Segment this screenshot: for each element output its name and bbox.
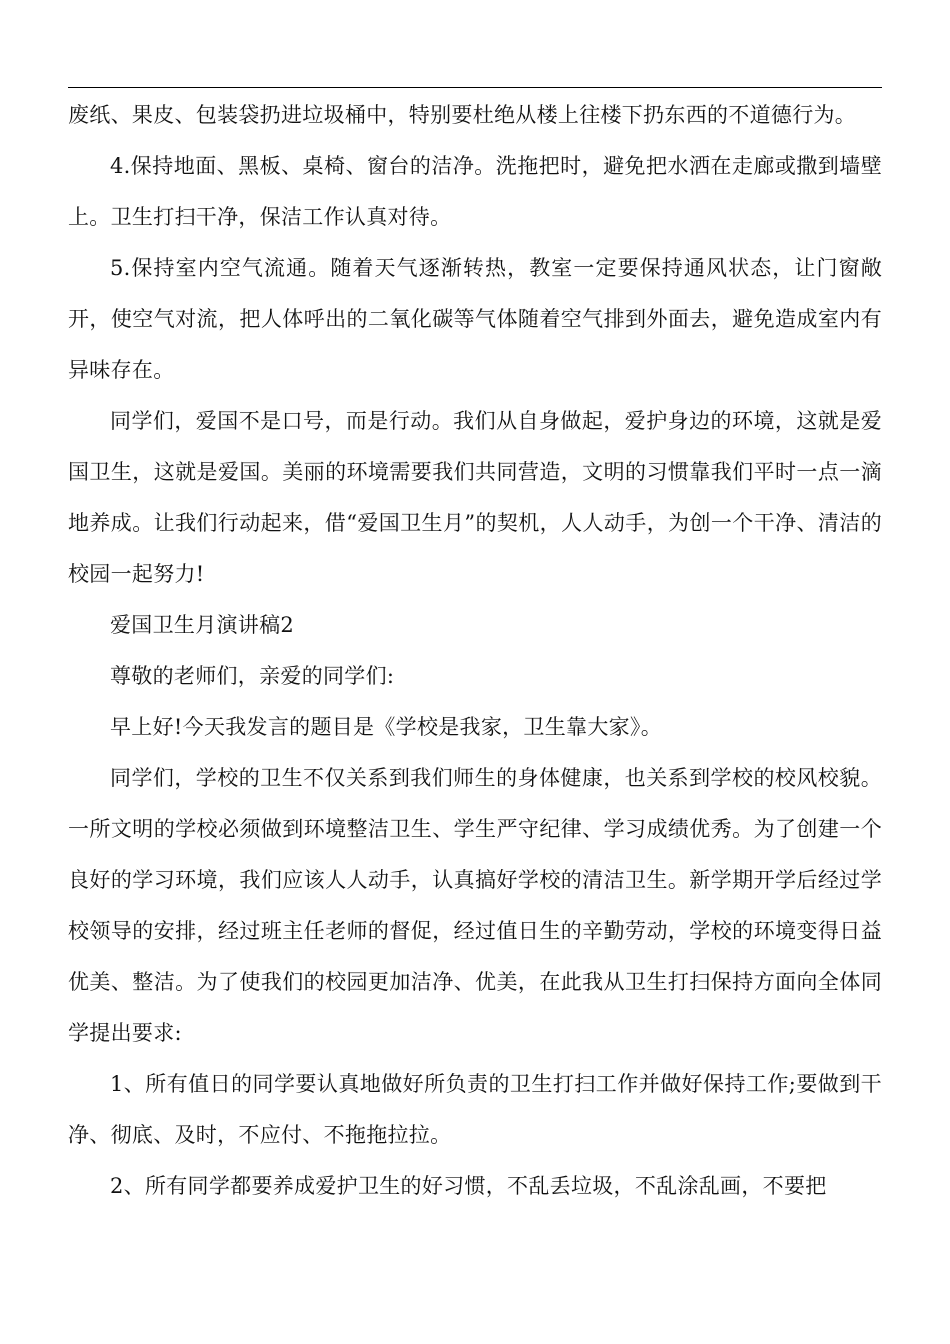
paragraph-body: 同学们，学校的卫生不仅关系到我们师生的身体健康，也关系到学校的校风校貌。一所文明的学校必须做到环境整洁卫生、学生严守纪律、学习成绩优秀。为了创建一个良好的学习环境，我们应该人人动手，认真搞好学校的清洁卫生。新学期开学后经过学校领导的安排，经过班主任老师的督促，经过值日生的辛勤劳动，学校的环境变得日益优美、整洁。为了使我们的校园更加洁净、优美，在此我从卫生打扫保持方面向全体同学提出要求: [68,766,882,1045]
document-body [68,90,882,1212]
header-rule [68,87,882,88]
section-title: 爱国卫生月演讲稿2 [110,613,295,637]
paragraph-closing: 同学们，爱国不是口号，而是行动。我们从自身做起，爱护身边的环境，这就是爱国卫生，这就是爱国。美丽的环境需要我们共同营造，文明的习惯靠我们平时一点一滴地养成。让我们行动起来，借“爱国卫生月”的契机，人人动手，为创一个干净、清洁的校园一起努力! [68,409,882,586]
paragraph-item-5: 5.保持室内空气流通。随着天气逐渐转热，教室一定要保持通风状态，让门窗敞开，使空气对流，把人体呼出的二氧化碳等气体随着空气排到外面去，避免造成室内有异味存在。 [68,256,882,382]
opening-line: 早上好!今天我发言的题目是《学校是我家，卫生靠大家》。 [110,715,663,739]
greeting: 尊敬的老师们，亲爱的同学们: [110,664,395,688]
paragraph-item-4: 4.保持地面、黑板、桌椅、窗台的洁净。洗拖把时，避免把水洒在走廊或撒到墙壁上。卫生打扫干净，保洁工作认真对待。 [68,154,882,229]
paragraph-continuation: 废纸、果皮、包装袋扔进垃圾桶中，特别要杜绝从楼上往楼下扔东西的不道德行为。 [68,103,857,127]
paragraph-requirement-1: 1、所有值日的同学要认真地做好所负责的卫生打扫工作并做好保持工作;要做到干净、彻底、及时，不应付、不拖拖拉拉。 [68,1072,882,1147]
paragraph-requirement-2: 2、所有同学都要养成爱护卫生的好习惯，不乱丢垃圾，不乱涂乱画，不要把 [110,1174,827,1198]
